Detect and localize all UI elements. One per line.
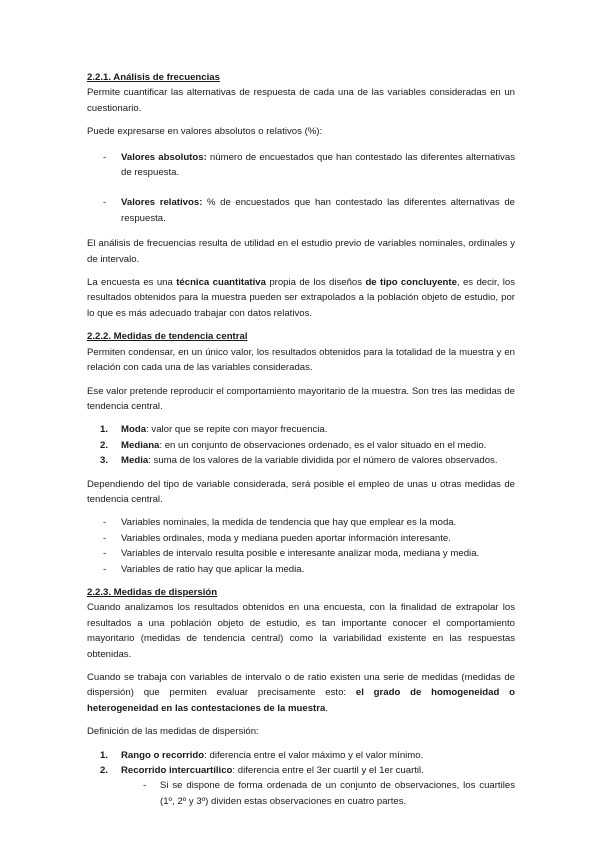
paragraph-expresion: Puede expresarse en valores absolutos o relativos (%): <box>87 126 323 138</box>
section-heading-tendencia: 2.2.2. Medidas de tendencia central <box>87 331 248 343</box>
definition: % de encuestados que han contestado las diferentes alternativas de respuesta. <box>121 197 515 224</box>
paragraph-frecuencias-intro: Permite cuantificar las alternativas de respuesta de cada una de las variables consideradas en un cuestionario. <box>87 87 515 114</box>
dash-marker: - <box>103 197 107 209</box>
valores-list <box>87 150 515 227</box>
list-item <box>87 195 515 226</box>
list-item: - Variables de ratio hay que aplicar la media. <box>103 563 305 575</box>
list-item: - Variables de intervalo resulta posible e interesante analizar moda, mediana y media. <box>103 548 480 560</box>
list-item: - Si se dispone de forma ordenada de un conjunto de observaciones, los cuartiles (1º, 2º y 3º) dividen estas observaciones en cuatro partes. <box>143 780 515 807</box>
paragraph-utilidad: El análisis de frecuencias resulta de utilidad en el estudio previo de variables nominales, ordinales y de intervalo. <box>87 238 515 265</box>
cuartiles-sublist <box>87 778 515 809</box>
paragraph-encuesta: La encuesta es una técnica cuantitativa propia de los diseños de tipo concluyente, es decir, los resultados obtenidos para la muestra pueden ser extrapolados a la población objeto de estudio, por lo que es más adecuado trabajar con datos relativos. <box>87 277 515 319</box>
list-item: - Variables ordinales, moda y mediana pueden aportar información interesante. <box>103 532 451 544</box>
section-heading-dispersion: 2.2.3. Medidas de dispersión <box>87 586 218 598</box>
list-item: 3. Media: suma de los valores de la variable dividida por el número de valores observados. <box>100 455 498 467</box>
list-item <box>87 150 515 181</box>
tendencia-list <box>87 422 515 468</box>
paragraph-dispersion-intro: Cuando analizamos los resultados obtenidos en una encuesta, con la finalidad de extrapolar los resultados a una población objeto de estudio, es tan importante conocer el comportamiento mayoritario (medidas de tendencia central) como la variabilidad existente en las respuestas obtenidas. <box>87 602 515 660</box>
paragraph-intervalo: Cuando se trabaja con variables de intervalo o de ratio existen una serie de medidas (medidas de dispersión) que permiten evaluar precisamente esto: el grado de homogeneidad o heterogeneidad en las contestaciones de la muestra. <box>87 672 516 714</box>
dispersion-list <box>87 748 515 779</box>
definition: número de encuestados que han contestado las diferentes alternativas de respuesta. <box>121 151 515 179</box>
list-item: 2. Mediana: en un conjunto de observaciones ordenado, es el valor situado en el medio. <box>100 439 487 451</box>
paragraph-dependiendo: Dependiendo del tipo de variable considerada, será posible el empleo de unas u otras medidas de tendencia central. <box>87 478 515 505</box>
document-page <box>87 70 515 809</box>
paragraph-tendencia-intro: Permiten condensar, en un único valor, los resultados obtenidos para la totalidad de la muestra y en relación con cada una de las variables consideradas. <box>87 346 515 374</box>
term: Valores relativos: <box>121 197 203 209</box>
paragraph-definicion: Definición de las medidas de dispersión: <box>87 726 259 738</box>
paragraph-comportamiento: Ese valor pretende reproducir el comportamiento mayoritario de la muestra. Son tres las medidas de tendencia central. <box>87 385 515 412</box>
list-item: 2. Recorrido intercuartílico: diferencia entre el 3er cuartil y el 1er cuartil. <box>100 765 424 777</box>
list-item: - Variables nominales, la medida de tendencia que hay que emplear es la moda. <box>103 517 457 529</box>
list-item: 1. Rango o recorrido: diferencia entre el valor máximo y el valor mínimo. <box>100 749 424 761</box>
term: Valores absolutos: <box>121 151 207 163</box>
list-item: 1. Moda: valor que se repite con mayor frecuencia. <box>100 424 328 436</box>
dash-marker: - <box>103 151 107 163</box>
section-heading-frecuencias: 2.2.1. Análisis de frecuencias <box>87 72 220 83</box>
dash-marker: - <box>143 780 147 792</box>
tipos-variable-list <box>87 515 515 577</box>
